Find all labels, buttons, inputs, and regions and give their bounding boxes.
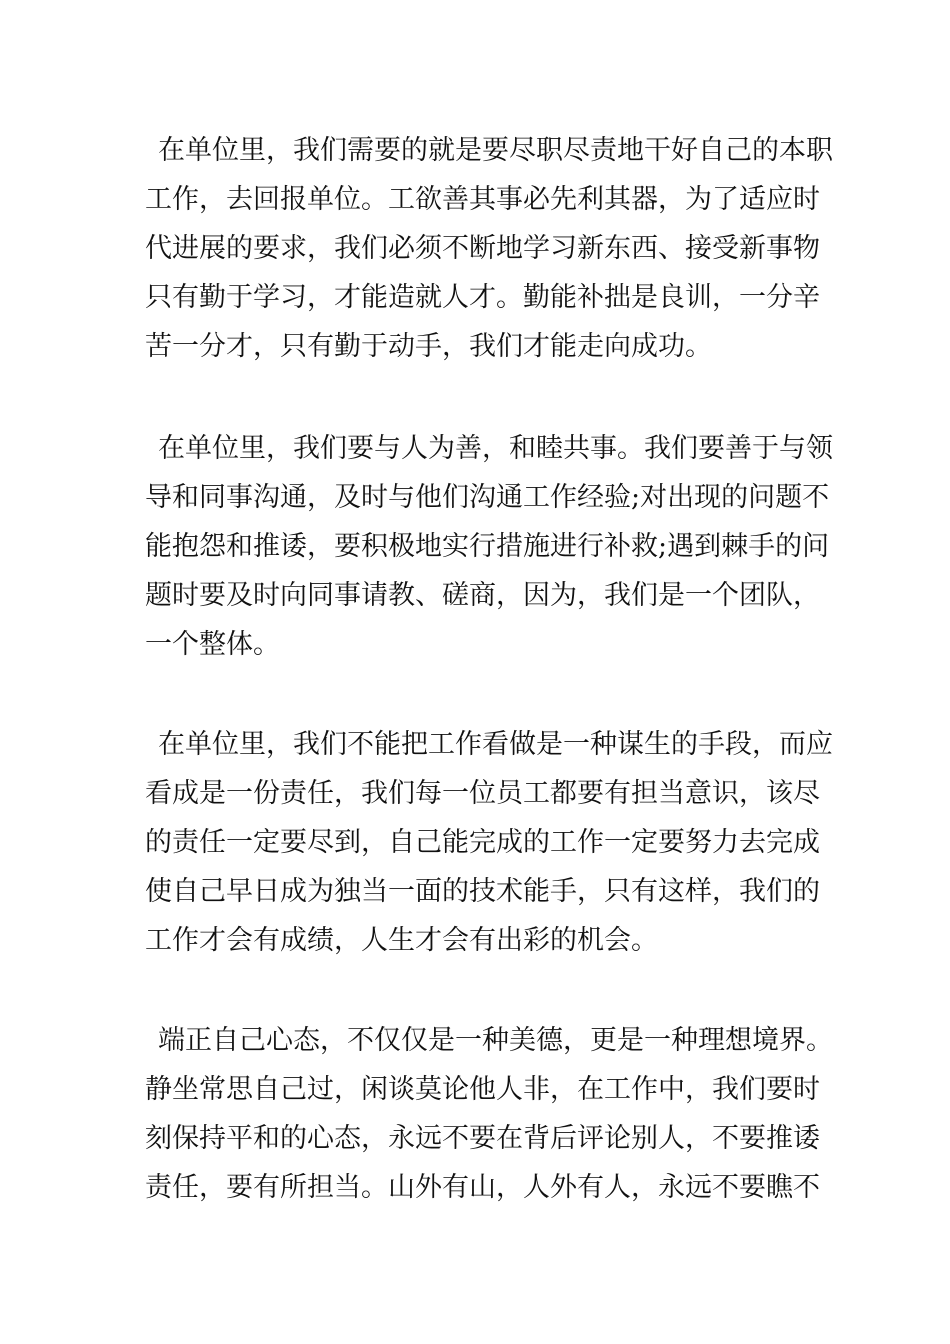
text-line: 代进展的要求，我们必须不断地学习新东西、接受新事物 bbox=[145, 233, 820, 264]
text-line: 题时要及时向同事请教、磋商，因为，我们是一个团队， bbox=[145, 580, 820, 611]
text-line: 导和同事沟通，及时与他们沟通工作经验;对出现的问题不 bbox=[145, 482, 830, 513]
text-line: 静坐常思自己过，闲谈莫论他人非，在工作中，我们要时 bbox=[145, 1074, 820, 1105]
paragraph-teamwork bbox=[145, 424, 833, 669]
paragraph-duty bbox=[145, 126, 833, 371]
text-line: 工作，去回报单位。工欲善其事必先利其器，为了适应时 bbox=[145, 184, 820, 215]
text-line: 使自己早日成为独当一面的技术能手，只有这样，我们的 bbox=[145, 876, 820, 907]
paragraph-responsibility bbox=[145, 720, 833, 965]
text-line: 一个整体。 bbox=[145, 629, 280, 660]
text-line: 在单位里，我们要与人为善，和睦共事。我们要善于与领 bbox=[158, 433, 833, 464]
text-line: 工作才会有成绩，人生才会有出彩的机会。 bbox=[145, 925, 658, 956]
text-line: 只有勤于学习，才能造就人才。勤能补拙是良训，一分辛 bbox=[145, 282, 820, 313]
text-line: 责任，要有所担当。山外有山，人外有人，永远不要瞧不 bbox=[145, 1172, 820, 1203]
text-line: 看成是一份责任，我们每一位员工都要有担当意识，该尽 bbox=[145, 778, 820, 809]
paragraph-mindset bbox=[145, 1016, 833, 1212]
text-line: 苦一分才，只有勤于动手，我们才能走向成功。 bbox=[145, 331, 712, 362]
text-line: 能抱怨和推诿，要积极地实行措施进行补救;遇到棘手的问 bbox=[145, 531, 830, 562]
text-line: 在单位里，我们需要的就是要尽职尽责地干好自己的本职 bbox=[158, 135, 833, 166]
text-line: 端正自己心态，不仅仅是一种美德，更是一种理想境界。 bbox=[158, 1025, 833, 1056]
text-line: 的责任一定要尽到，自己能完成的工作一定要努力去完成 bbox=[145, 827, 820, 858]
text-line: 在单位里，我们不能把工作看做是一种谋生的手段，而应 bbox=[158, 729, 833, 760]
text-line: 刻保持平和的心态，永远不要在背后评论别人，不要推诿 bbox=[145, 1123, 820, 1154]
